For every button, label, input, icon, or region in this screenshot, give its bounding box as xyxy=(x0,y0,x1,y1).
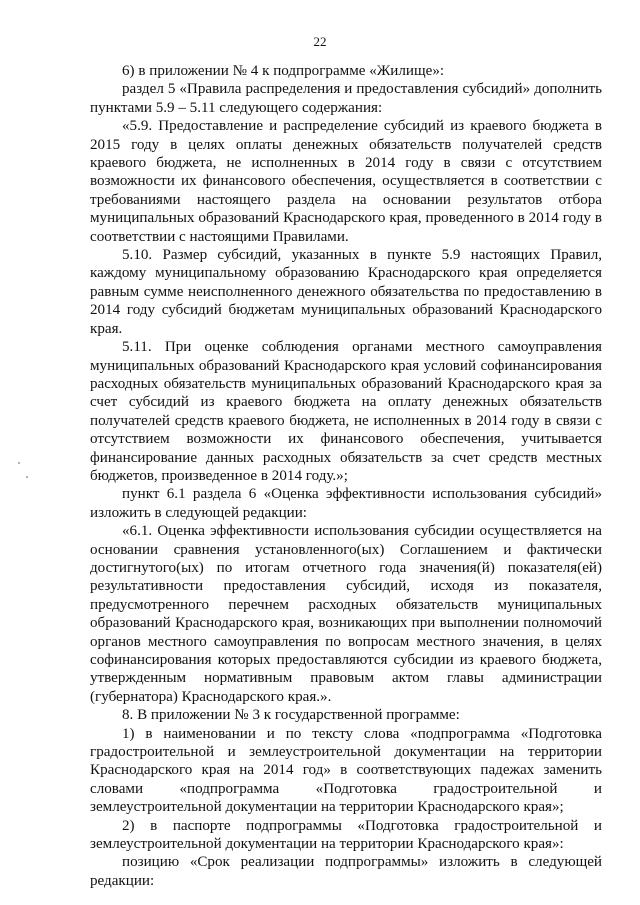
paragraph-appendix4-intro: 6) в приложении № 4 к подпрограмме «Жилище»: xyxy=(122,63,445,79)
document-body xyxy=(90,62,602,890)
paragraph-clause-6-1: «6.1. Оценка эффективности использования субсидии осуществляется на основании сравнения установленного(ых) Соглашением и фактически достигнутого(ых) по итогам отчетного года значения(й) показателя(ей) результативности предоставления субсидий, исходя из показателя, предусмотренного перечнем расходных обязательств муниципальных образований Краснодарского края, возникающих при выполнении полномочий органов местного самоуправления по вопросам местного значения, в целях софинансирования которых предоставляются субсидии из краевого бюджета, утвержденным нормативным правовым актом главы администрации (губернатора) Краснодарского края.». xyxy=(90,523,602,705)
paragraph-clause-5-10: 5.10. Размер субсидий, указанных в пункте 5.9 настоящих Правил, каждому муниципальному образованию Краснодарского края определяется равным сумме неисполненного денежного обязательства по предоставлению в 2014 году субсидий бюджетам муниципальных образований Краснодарского края. xyxy=(90,247,602,337)
paragraph-clause-5-9: «5.9. Предоставление и распределение субсидий из краевого бюджета в 2015 году в целях оплаты денежных обязательств получателей средств краевого бюджета, не исполненных в 2014 году в связи с отсутствием возможности их финансового обеспечения, осуществляется в соответствии с требованиями настоящего раздела на основании результатов отбора муниципальных образований Краснодарского края, проведенного в 2014 году в соответствии с настоящими Правилами. xyxy=(90,118,602,245)
paragraph-term-position: позицию «Срок реализации подпрограммы» изложить в следующей редакции: xyxy=(90,854,602,889)
scan-speck xyxy=(26,476,28,478)
paragraph-item-8: 8. В приложении № 3 к государственной программе: xyxy=(122,707,460,724)
paragraph-item-8-2: 2) в паспорте подпрограммы «Подготовка градостроительной и землеустроительной документации на территории Краснодарского края»: xyxy=(90,817,602,853)
paragraph-item-8-1: 1) в наименовании и по тексту слова «подпрограмма «Подготовка градостроительной и землеустроительной документации на территории Краснодарского края на 2014 год» в соответствующих падежах заменить словами «подпрограмма «Подготовка градостроительной и землеустроительной документации на территории Краснодарского края»; xyxy=(90,725,602,816)
scan-speck xyxy=(18,462,20,464)
paragraph-clause-6-1-intro: пункт 6.1 раздела 6 «Оценка эффективности использования субсидий» изложить в следующей редакции: xyxy=(90,486,602,521)
paragraph-section5-amendment: раздел 5 «Правила распределения и предоставления субсидий» дополнить пунктами 5.9 – 5.11 следующего содержания: xyxy=(90,81,602,116)
page-number: 22 xyxy=(313,34,327,49)
paragraph-clause-5-11: 5.11. При оценке соблюдения органами местного самоуправления муниципальных образований Краснодарского края условий софинансирования расходных обязательств муниципальных образований Краснодарского края за счет субсидий из краевого бюджета на оплату денежных обязательств получателей средств краевого бюджета, не исполненных в 2014 году в связи с отсутствием возможности их финансового обеспечения, учитывается финансирование данных расходных обязательств за счет средств местных бюджетов, произведенное в 2014 году.»; xyxy=(90,339,602,484)
